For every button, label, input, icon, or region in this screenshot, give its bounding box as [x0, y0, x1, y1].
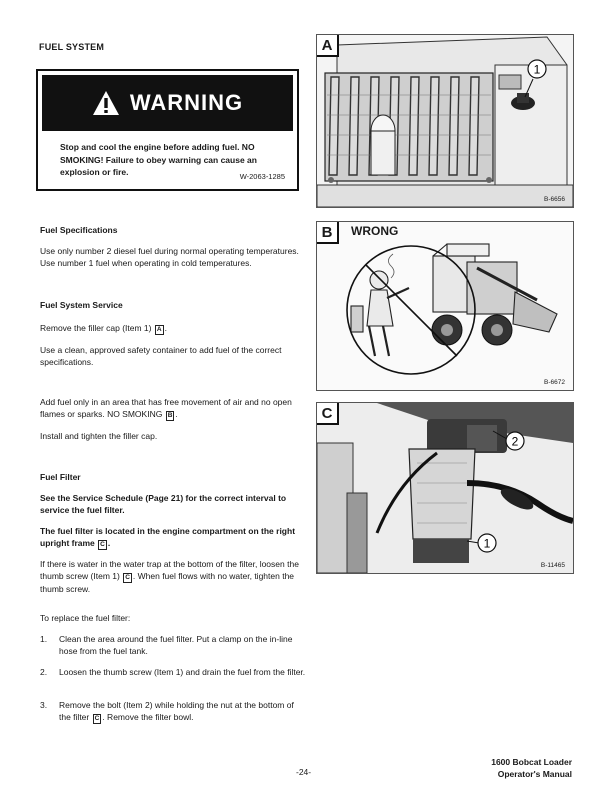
figure-ref-c: C	[125, 574, 130, 581]
figure-a	[316, 34, 574, 208]
filter-p3-end: . When fuel flows with no water, tighten the thumb screw.	[40, 571, 295, 594]
list-item-number: 2.	[40, 667, 48, 677]
step-3-text-a: Remove the bolt (Item 2) while holding the nut at the bottom of the filter	[59, 700, 294, 722]
figure-a-illustration	[317, 35, 573, 207]
service-paragraph-3	[40, 396, 302, 421]
service-paragraph-2: Use a clean, approved safety container to add fuel of the correct specifications.	[40, 345, 282, 367]
service-paragraph-1	[40, 322, 302, 335]
list-item-number: 3.	[40, 700, 48, 710]
list-item-text: Clean the area around the fuel filter. Put a clamp on the in-line hose from the fuel tank.	[59, 634, 293, 656]
warning-text: Stop and cool the engine before adding fuel. NO SMOKING! Failure to obey warning can cause an explosion or fire.	[60, 142, 257, 177]
service-paragraph-4: Install and tighten the filler cap.	[40, 431, 158, 441]
figure-c-letter: C	[317, 403, 339, 425]
filter-paragraph-1: See the Service Schedule (Page 21) for the correct interval to service the fuel filter.	[40, 493, 287, 515]
warning-banner	[42, 75, 293, 131]
filter-heading: Fuel Filter	[40, 472, 81, 482]
figure-a-callout-1: 1	[533, 62, 541, 77]
filter-p2-text: The fuel filter is located in the engine compartment on the right upright frame	[40, 526, 296, 548]
filter-intro: To replace the fuel filter:	[40, 613, 131, 623]
figure-c-illustration	[317, 403, 573, 573]
warning-code: W-2063-1285	[239, 172, 285, 181]
warning-title: WARNING	[129, 90, 244, 115]
figure-ref-a: A	[156, 326, 162, 333]
list-item	[40, 666, 307, 690]
service-p1-end: .	[164, 323, 167, 333]
figure-ref-c: C	[100, 541, 105, 548]
filter-paragraph-2	[40, 525, 302, 550]
figure-b-illustration	[317, 222, 573, 390]
figure-c-callout-1: 1	[483, 536, 491, 551]
filter-paragraph-3	[40, 558, 302, 595]
list-item-number: 1.	[40, 634, 48, 644]
fuel-specs-body: Use only number 2 diesel fuel during normal operating temperatures. Use number 1 fuel when operating in cold temperatures.	[40, 246, 299, 268]
figure-c	[316, 402, 574, 574]
page-number: -24-	[296, 767, 312, 777]
figure-c-code: B-11465	[540, 562, 565, 569]
service-p3-end: .	[175, 409, 178, 419]
warning-triangle-icon	[92, 90, 120, 116]
figure-b-label: WRONG	[351, 224, 399, 238]
figure-a-code: B-6656	[544, 196, 565, 203]
filter-p2-end: .	[107, 538, 111, 548]
figure-a-letter: A	[317, 35, 339, 57]
filter-p3-text: If there is water in the water trap at the bottom of the filter, loosen the thumb screw (Item 1)	[40, 559, 299, 581]
fuel-specs-heading: Fuel Specifications	[40, 225, 118, 235]
list-item-text: Loosen the thumb screw (Item 1) and drain the fuel from the filter.	[59, 667, 306, 677]
service-p3-text: Add fuel only in an area that has free movement of air and no open flames or sparks. NO SMOKING	[40, 397, 292, 419]
step-3-text-b: . Remove the filter bowl.	[102, 712, 194, 722]
figure-b-code: B-6672	[544, 379, 565, 386]
manual-title	[452, 756, 572, 780]
manual-title-line-1: 1600 Bobcat Loader	[491, 757, 572, 767]
figure-c-callout-2: 2	[511, 434, 519, 449]
figure-b	[316, 221, 574, 391]
manual-title-line-2: Operator's Manual	[497, 769, 572, 779]
figure-b-letter: B	[317, 222, 339, 244]
list-item-text	[59, 699, 307, 724]
section-title: FUEL SYSTEM	[39, 42, 105, 52]
service-heading: Fuel System Service	[40, 300, 123, 310]
list-item	[40, 633, 307, 657]
figure-ref-b: B	[167, 412, 173, 419]
list-item	[40, 699, 307, 723]
warning-box	[36, 69, 299, 191]
figure-ref-c: C	[94, 715, 100, 722]
service-p1-text: Remove the filler cap (Item 1)	[40, 323, 152, 333]
